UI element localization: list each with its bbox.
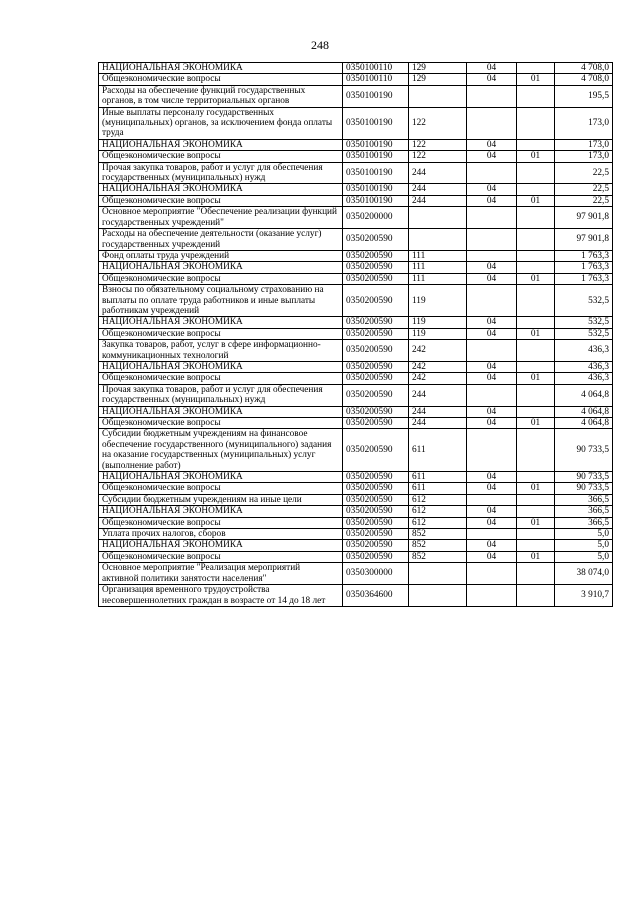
expense-type-cell: 244 (409, 406, 467, 417)
expense-name-cell: Общеэкономические вопросы (99, 74, 343, 85)
target-article-cell: 0350200590 (343, 317, 409, 328)
subsection-cell (517, 250, 555, 261)
subsection-cell: 01 (517, 483, 555, 494)
amount-cell: 97 901,8 (555, 207, 613, 229)
subsection-cell (517, 506, 555, 517)
amount-cell: 90 733,5 (555, 472, 613, 483)
table-row (99, 373, 613, 384)
subsection-cell (517, 63, 555, 74)
expense-type-cell: 244 (409, 384, 467, 406)
target-article-cell: 0350200590 (343, 373, 409, 384)
section-cell: 04 (467, 540, 517, 551)
expense-type-cell (409, 585, 467, 607)
amount-cell: 97 901,8 (555, 229, 613, 251)
subsection-cell (517, 85, 555, 107)
expense-type-cell: 611 (409, 483, 467, 494)
expense-name-cell: Общеэкономические вопросы (99, 483, 343, 494)
table-row (99, 139, 613, 150)
expense-name-cell: НАЦИОНАЛЬНАЯ ЭКОНОМИКА (99, 317, 343, 328)
table-row (99, 529, 613, 540)
amount-cell: 3 910,7 (555, 585, 613, 607)
amount-cell: 532,5 (555, 285, 613, 317)
amount-cell: 532,5 (555, 328, 613, 339)
expense-type-cell: 122 (409, 151, 467, 162)
expense-type-cell (409, 207, 467, 229)
subsection-cell: 01 (517, 551, 555, 562)
page-number: 248 (311, 38, 329, 52)
subsection-cell (517, 207, 555, 229)
section-cell: 04 (467, 418, 517, 429)
amount-cell: 366,5 (555, 517, 613, 528)
budget-table-body (99, 63, 613, 607)
expense-name-cell: Общеэкономические вопросы (99, 373, 343, 384)
expense-name-cell: Субсидии бюджетным учреждениям на финансовое обеспечение государственного (муниципального) задания на оказание государственных (муниципальных) услуг (выполнение работ) (99, 429, 343, 472)
expense-type-cell: 244 (409, 184, 467, 195)
expense-name-cell: Субсидии бюджетным учреждениям на иные цели (99, 494, 343, 505)
amount-cell: 5,0 (555, 540, 613, 551)
amount-cell: 4 708,0 (555, 74, 613, 85)
section-cell (467, 529, 517, 540)
target-article-cell: 0350200590 (343, 429, 409, 472)
subsection-cell (517, 585, 555, 607)
section-cell: 04 (467, 139, 517, 150)
expense-type-cell: 129 (409, 74, 467, 85)
target-article-cell: 0350200590 (343, 529, 409, 540)
table-row (99, 406, 613, 417)
table-row (99, 63, 613, 74)
expense-name-cell: Взносы по обязательному социальному страхованию на выплаты по оплате труда работников и иные выплаты работникам учреждений (99, 285, 343, 317)
subsection-cell (517, 285, 555, 317)
section-cell: 04 (467, 406, 517, 417)
subsection-cell (517, 540, 555, 551)
subsection-cell: 01 (517, 151, 555, 162)
expense-type-cell: 119 (409, 285, 467, 317)
expense-name-cell: Общеэкономические вопросы (99, 273, 343, 284)
target-article-cell: 0350100190 (343, 107, 409, 139)
table-row (99, 85, 613, 107)
subsection-cell (517, 139, 555, 150)
amount-cell: 173,0 (555, 139, 613, 150)
subsection-cell: 01 (517, 74, 555, 85)
section-cell: 04 (467, 317, 517, 328)
expense-type-cell (409, 563, 467, 585)
expense-name-cell: НАЦИОНАЛЬНАЯ ЭКОНОМИКА (99, 139, 343, 150)
expense-name-cell: Расходы на обеспечение деятельности (оказание услуг) государственных учреждений (99, 229, 343, 251)
expense-type-cell: 119 (409, 317, 467, 328)
table-row (99, 429, 613, 472)
expense-name-cell: Общеэкономические вопросы (99, 328, 343, 339)
subsection-cell (517, 384, 555, 406)
subsection-cell: 01 (517, 418, 555, 429)
table-row (99, 250, 613, 261)
expense-name-cell: Прочая закупка товаров, работ и услуг для обеспечения государственных (муниципальных) нужд (99, 162, 343, 184)
target-article-cell: 0350100190 (343, 151, 409, 162)
target-article-cell: 0350200590 (343, 494, 409, 505)
amount-cell: 90 733,5 (555, 483, 613, 494)
section-cell: 04 (467, 262, 517, 273)
subsection-cell (517, 162, 555, 184)
expense-type-cell: 242 (409, 361, 467, 372)
subsection-cell (517, 107, 555, 139)
amount-cell: 4 064,8 (555, 384, 613, 406)
expense-type-cell: 242 (409, 373, 467, 384)
subsection-cell (517, 262, 555, 273)
expense-type-cell (409, 85, 467, 107)
subsection-cell: 01 (517, 273, 555, 284)
table-row (99, 585, 613, 607)
target-article-cell: 0350200000 (343, 207, 409, 229)
amount-cell: 22,5 (555, 195, 613, 206)
section-cell: 04 (467, 373, 517, 384)
section-cell: 04 (467, 506, 517, 517)
expense-name-cell: Основное мероприятие "Обеспечение реализации функций государственных учреждений" (99, 207, 343, 229)
section-cell (467, 85, 517, 107)
expense-name-cell: Закупка товаров, работ, услуг в сфере информационно-коммуникационных технологий (99, 340, 343, 362)
section-cell (467, 207, 517, 229)
subsection-cell (517, 429, 555, 472)
section-cell (467, 107, 517, 139)
section-cell (467, 340, 517, 362)
target-article-cell: 0350200590 (343, 551, 409, 562)
section-cell: 04 (467, 151, 517, 162)
target-article-cell: 0350200590 (343, 540, 409, 551)
subsection-cell: 01 (517, 373, 555, 384)
expense-type-cell: 244 (409, 162, 467, 184)
subsection-cell (517, 529, 555, 540)
expense-name-cell: НАЦИОНАЛЬНАЯ ЭКОНОМИКА (99, 63, 343, 74)
target-article-cell: 0350200590 (343, 328, 409, 339)
table-row (99, 151, 613, 162)
section-cell: 04 (467, 63, 517, 74)
target-article-cell: 0350364600 (343, 585, 409, 607)
expense-type-cell: 244 (409, 418, 467, 429)
section-cell: 04 (467, 517, 517, 528)
target-article-cell: 0350200590 (343, 483, 409, 494)
subsection-cell: 01 (517, 517, 555, 528)
expense-name-cell: Общеэкономические вопросы (99, 517, 343, 528)
table-row (99, 207, 613, 229)
expense-type-cell: 852 (409, 529, 467, 540)
expense-name-cell: Иные выплаты персоналу государственных (муниципальных) органов, за исключением фонда оплаты труда (99, 107, 343, 139)
expense-name-cell: НАЦИОНАЛЬНАЯ ЭКОНОМИКА (99, 472, 343, 483)
expense-type-cell: 612 (409, 506, 467, 517)
target-article-cell: 0350200590 (343, 285, 409, 317)
expense-type-cell: 244 (409, 195, 467, 206)
target-article-cell: 0350100190 (343, 85, 409, 107)
expense-name-cell: Организация временного трудоустройства несовершеннолетних граждан в возрасте от 14 до 18 лет (99, 585, 343, 607)
amount-cell: 38 074,0 (555, 563, 613, 585)
table-row (99, 384, 613, 406)
expense-type-cell: 852 (409, 540, 467, 551)
target-article-cell: 0350100190 (343, 139, 409, 150)
table-row (99, 107, 613, 139)
expense-type-cell: 611 (409, 429, 467, 472)
amount-cell: 436,3 (555, 361, 613, 372)
amount-cell: 5,0 (555, 551, 613, 562)
section-cell: 04 (467, 361, 517, 372)
expense-name-cell: Основное мероприятие "Реализация мероприятий активной политики занятости населения" (99, 563, 343, 585)
expense-type-cell: 122 (409, 139, 467, 150)
target-article-cell: 0350200590 (343, 517, 409, 528)
amount-cell: 4 708,0 (555, 63, 613, 74)
section-cell (467, 229, 517, 251)
target-article-cell: 0350200590 (343, 250, 409, 261)
expense-name-cell: Уплата прочих налогов, сборов (99, 529, 343, 540)
amount-cell: 4 064,8 (555, 406, 613, 417)
expense-name-cell: НАЦИОНАЛЬНАЯ ЭКОНОМИКА (99, 540, 343, 551)
table-row (99, 229, 613, 251)
amount-cell: 366,5 (555, 506, 613, 517)
table-row (99, 162, 613, 184)
table-row (99, 517, 613, 528)
table-row (99, 340, 613, 362)
expense-name-cell: НАЦИОНАЛЬНАЯ ЭКОНОМИКА (99, 406, 343, 417)
table-row (99, 273, 613, 284)
table-row (99, 328, 613, 339)
subsection-cell (517, 184, 555, 195)
subsection-cell (517, 406, 555, 417)
section-cell (467, 250, 517, 261)
section-cell (467, 429, 517, 472)
subsection-cell (517, 494, 555, 505)
expense-type-cell: 111 (409, 262, 467, 273)
expense-type-cell: 612 (409, 517, 467, 528)
table-row (99, 472, 613, 483)
table-row (99, 195, 613, 206)
target-article-cell: 0350100190 (343, 184, 409, 195)
section-cell: 04 (467, 472, 517, 483)
expense-type-cell (409, 229, 467, 251)
section-cell: 04 (467, 328, 517, 339)
amount-cell: 22,5 (555, 184, 613, 195)
amount-cell: 1 763,3 (555, 262, 613, 273)
amount-cell: 1 763,3 (555, 273, 613, 284)
expense-name-cell: Общеэкономические вопросы (99, 151, 343, 162)
amount-cell: 22,5 (555, 162, 613, 184)
target-article-cell: 0350100110 (343, 74, 409, 85)
expense-name-cell: Общеэкономические вопросы (99, 551, 343, 562)
table-row (99, 285, 613, 317)
expense-type-cell: 122 (409, 107, 467, 139)
amount-cell: 90 733,5 (555, 429, 613, 472)
expense-type-cell: 111 (409, 273, 467, 284)
table-row (99, 184, 613, 195)
table-row (99, 540, 613, 551)
table-row (99, 317, 613, 328)
expense-name-cell: НАЦИОНАЛЬНАЯ ЭКОНОМИКА (99, 361, 343, 372)
expense-name-cell: Прочая закупка товаров, работ и услуг для обеспечения государственных (муниципальных) нужд (99, 384, 343, 406)
expense-type-cell: 612 (409, 494, 467, 505)
target-article-cell: 0350300000 (343, 563, 409, 585)
expense-type-cell: 111 (409, 250, 467, 261)
subsection-cell (517, 472, 555, 483)
subsection-cell (517, 563, 555, 585)
table-row (99, 551, 613, 562)
section-cell (467, 384, 517, 406)
table-row (99, 262, 613, 273)
section-cell (467, 285, 517, 317)
section-cell: 04 (467, 184, 517, 195)
target-article-cell: 0350200590 (343, 406, 409, 417)
target-article-cell: 0350200590 (343, 262, 409, 273)
target-article-cell: 0350100190 (343, 162, 409, 184)
table-row (99, 418, 613, 429)
section-cell (467, 585, 517, 607)
table-row (99, 74, 613, 85)
subsection-cell (517, 229, 555, 251)
amount-cell: 366,5 (555, 494, 613, 505)
amount-cell: 195,5 (555, 85, 613, 107)
target-article-cell: 0350200590 (343, 229, 409, 251)
subsection-cell: 01 (517, 328, 555, 339)
amount-cell: 532,5 (555, 317, 613, 328)
expense-type-cell: 242 (409, 340, 467, 362)
table-row (99, 494, 613, 505)
section-cell: 04 (467, 273, 517, 284)
target-article-cell: 0350200590 (343, 418, 409, 429)
target-article-cell: 0350100110 (343, 63, 409, 74)
expense-type-cell: 611 (409, 472, 467, 483)
target-article-cell: 0350200590 (343, 273, 409, 284)
amount-cell: 1 763,3 (555, 250, 613, 261)
subsection-cell (517, 340, 555, 362)
expense-name-cell: Фонд оплаты труда учреждений (99, 250, 343, 261)
section-cell (467, 162, 517, 184)
expense-name-cell: Общеэкономические вопросы (99, 195, 343, 206)
target-article-cell: 0350200590 (343, 340, 409, 362)
section-cell: 04 (467, 74, 517, 85)
section-cell (467, 494, 517, 505)
amount-cell: 5,0 (555, 529, 613, 540)
expense-type-cell: 129 (409, 63, 467, 74)
expense-name-cell: НАЦИОНАЛЬНАЯ ЭКОНОМИКА (99, 262, 343, 273)
expense-type-cell: 852 (409, 551, 467, 562)
subsection-cell (517, 361, 555, 372)
target-article-cell: 0350100190 (343, 195, 409, 206)
target-article-cell: 0350200590 (343, 472, 409, 483)
target-article-cell: 0350200590 (343, 506, 409, 517)
section-cell (467, 563, 517, 585)
expense-name-cell: НАЦИОНАЛЬНАЯ ЭКОНОМИКА (99, 506, 343, 517)
amount-cell: 436,3 (555, 373, 613, 384)
expense-name-cell: Общеэкономические вопросы (99, 418, 343, 429)
subsection-cell: 01 (517, 195, 555, 206)
target-article-cell: 0350200590 (343, 384, 409, 406)
expense-name-cell: НАЦИОНАЛЬНАЯ ЭКОНОМИКА (99, 184, 343, 195)
table-row (99, 506, 613, 517)
table-row (99, 483, 613, 494)
section-cell: 04 (467, 195, 517, 206)
table-row (99, 563, 613, 585)
table-row (99, 361, 613, 372)
subsection-cell (517, 317, 555, 328)
amount-cell: 173,0 (555, 151, 613, 162)
expense-type-cell: 119 (409, 328, 467, 339)
section-cell: 04 (467, 483, 517, 494)
amount-cell: 4 064,8 (555, 418, 613, 429)
amount-cell: 173,0 (555, 107, 613, 139)
target-article-cell: 0350200590 (343, 361, 409, 372)
section-cell: 04 (467, 551, 517, 562)
budget-table (98, 62, 613, 607)
amount-cell: 436,3 (555, 340, 613, 362)
expense-name-cell: Расходы на обеспечение функций государственных органов, в том числе территориальных органов (99, 85, 343, 107)
